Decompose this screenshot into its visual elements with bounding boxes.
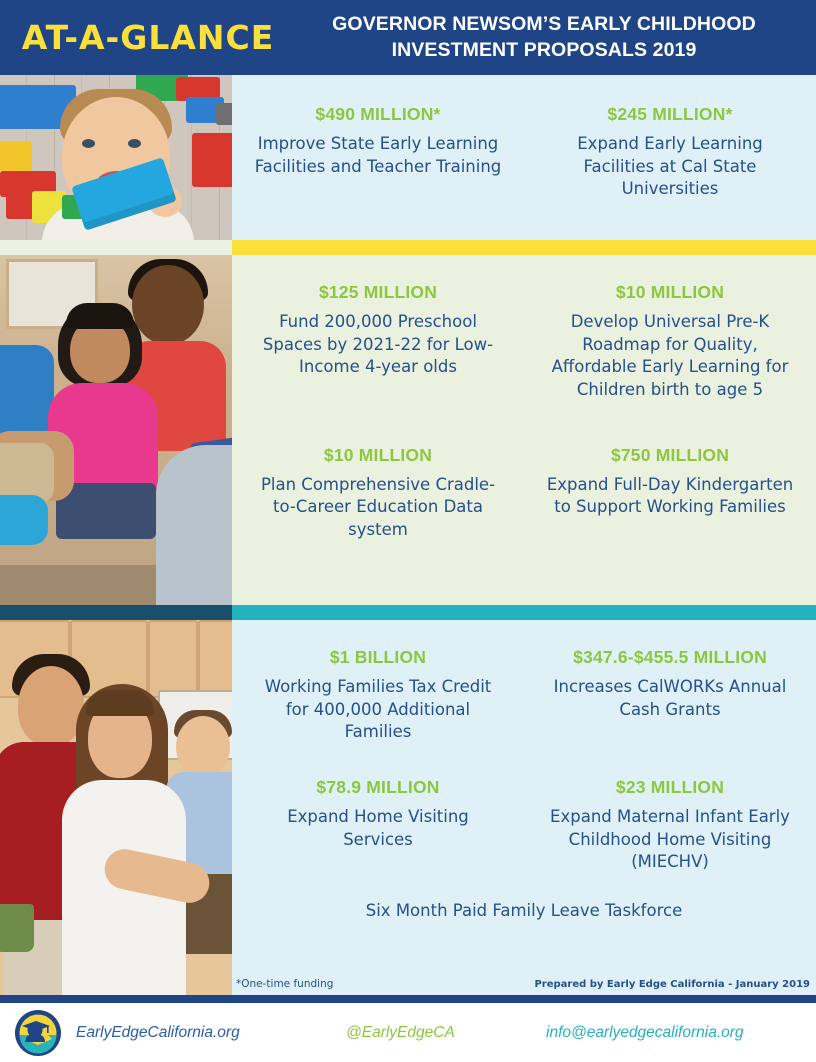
proposal-description: Expand Full-Day Kindergarten to Support Working Families xyxy=(546,474,794,517)
proposal-description: Develop Universal Pre-K Roadmap for Quality, Affordable Early Learning for Children birth to age 5 xyxy=(551,312,789,400)
children-circle-time-photo xyxy=(0,255,232,605)
proposal-item xyxy=(524,648,816,744)
page-footer xyxy=(0,1003,816,1062)
family-in-kitchen-photo xyxy=(0,620,232,995)
website-link[interactable]: EarlyEdgeCalifornia.org xyxy=(76,1023,240,1041)
proposal-item xyxy=(232,648,524,744)
proposal-item xyxy=(232,283,524,402)
proposal-description: Fund 200,000 Preschool Spaces by 2021-22 for Low-Income 4-year olds xyxy=(262,312,494,377)
proposal-description: Improve State Early Learning Facilities and Teacher Training xyxy=(254,134,502,176)
proposal-description: Plan Comprehensive Cradle-to-Career Education Data system xyxy=(260,474,496,540)
teal-divider xyxy=(232,605,816,620)
proposal-item xyxy=(232,105,524,201)
footnote-row xyxy=(232,978,816,995)
divider-row-yellow xyxy=(0,240,816,255)
footnote-prepared-by: Prepared by Early Edge California - January 2019 xyxy=(534,979,810,990)
proposal-amount: $125 MILLION xyxy=(318,282,438,302)
navy-divider xyxy=(0,995,816,1003)
section-early-learning-facilities xyxy=(0,75,816,240)
proposal-amount: $347.6-$455.5 MILLION xyxy=(573,647,767,667)
proposal-description: Expand Early Learning Facilities at Cal State Universities xyxy=(577,134,763,199)
section-2-content xyxy=(232,255,816,605)
section-family-supports xyxy=(0,620,816,995)
page-header xyxy=(0,0,816,75)
yellow-divider xyxy=(232,240,816,255)
proposal-amount: $23 MILLION xyxy=(615,777,725,798)
proposal-description: Expand Home Visiting Services xyxy=(287,807,469,849)
proposal-amount: $245 MILLION* xyxy=(607,104,733,124)
divider-row-teal xyxy=(0,605,816,620)
email-link[interactable]: info@earlyedgecalifornia.org xyxy=(546,1023,744,1041)
proposal-item xyxy=(232,446,524,542)
baby-with-blocks-photo xyxy=(0,75,232,240)
proposal-amount: $490 MILLION* xyxy=(315,104,441,124)
proposal-item xyxy=(524,105,816,201)
proposal-item xyxy=(524,283,816,402)
logo-container xyxy=(0,1009,76,1057)
proposal-item xyxy=(232,778,524,874)
paid-family-leave-taskforce: Six Month Paid Family Leave Taskforce xyxy=(365,901,683,921)
section-preschool-and-kindergarten xyxy=(0,255,816,605)
footnote-one-time-funding: *One-time funding xyxy=(236,978,334,990)
proposal-amount: $10 MILLION xyxy=(323,444,433,465)
proposal-amount: $1 BILLION xyxy=(329,647,427,667)
at-a-glance-label: AT-A-GLANCE xyxy=(21,18,275,57)
proposal-item xyxy=(524,778,816,874)
early-edge-california-logo xyxy=(14,1009,62,1057)
proposal-item xyxy=(524,446,816,542)
proposal-description: Working Families Tax Credit for 400,000 Additional Families xyxy=(264,677,492,742)
footer-links xyxy=(76,1024,816,1042)
proposal-description: Expand Maternal Infant Early Childhood Home Visiting (MIECHV) xyxy=(550,807,790,872)
section-3-content xyxy=(232,620,816,995)
proposal-amount: $78.9 MILLION xyxy=(316,777,440,798)
proposal-description: Increases CalWORKs Annual Cash Grants xyxy=(553,677,787,719)
photo-column-spacer xyxy=(0,240,232,255)
proposal-amount: $750 MILLION xyxy=(610,444,730,465)
photo-column-spacer xyxy=(0,605,232,620)
section-1-content xyxy=(232,75,816,240)
twitter-handle-link[interactable]: @EarlyEdgeCA xyxy=(346,1023,455,1041)
page-title: GOVERNOR NEWSOM’S EARLY CHILDHOOD INVESTMENT PROPOSALS 2019 xyxy=(332,12,756,61)
proposal-amount: $10 MILLION xyxy=(615,282,725,302)
